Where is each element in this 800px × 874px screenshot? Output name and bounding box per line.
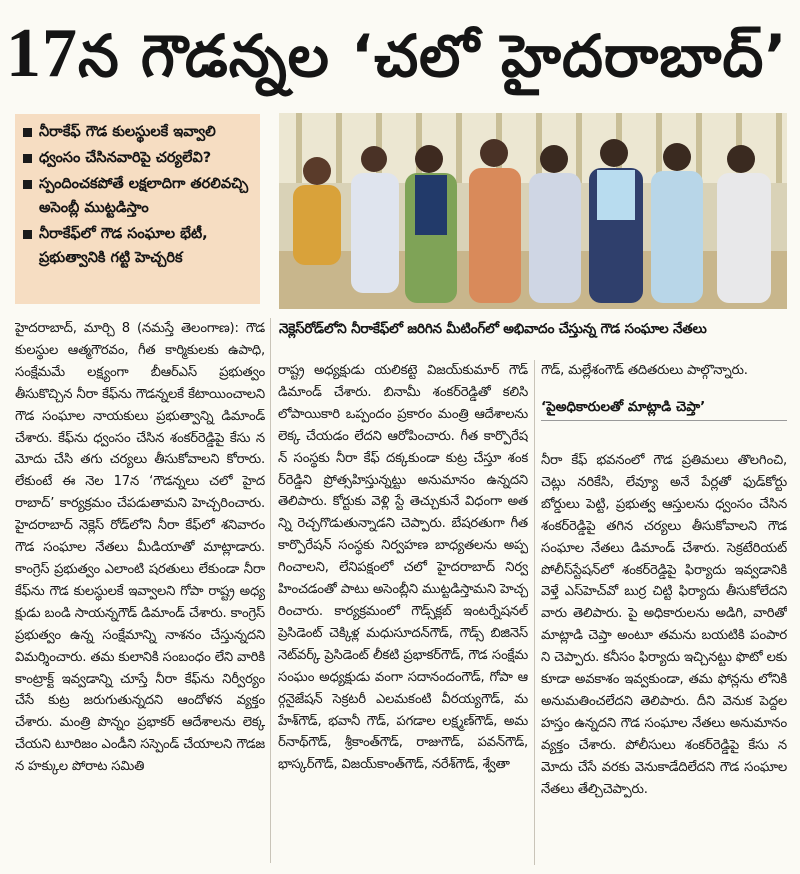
article-column-1: హైదరాబాద్, మార్చి 8 (నమస్తే తెలంగాణ): గౌడ కులస్థుల ఆత్మగౌరవం, గీత కార్మికులకు ఉపాధి, సంక్షేమమే లక్ష్యంగా బీఆర్ఎస్ ప్రభుత్వం తీసుకొచ్చిన నీరా కేఫ్‌ను గౌడన్నలకే కేటాయించాలని గౌడ సంఘాల నాయకులు ప్రభుత్వాన్ని డిమాండ్ చేశారు. కేఫ్‌ను ధ్వంసం చేసిన శంకర్‌రెడ్డిపై కేసు నమోదు చేసి తగు చర్యలు తీసుకోవాలని కోరారు. లేకుంటే ఈ నెల 17న ‘గౌడన్నలు చలో హైదరాబాద్’ కార్యక్రమం చేపడుతామని హెచ్చరించారు. హైదరాబాద్ నెక్లెస్ రోడ్‌లోని నీరా కేఫ్‌లో శనివారం గౌడ సంఘాల నేతలు మీడియాతో మాట్లాడారు. కాంగ్రెస్ ప్రభుత్వం ఎలాంటి షరతులు లేకుండా నీరా కేఫ్‌ను గౌడ కులస్థులకే ఇవ్వాలని గోపా రాష్ట్ర అధ్యక్షుడు బండి సాయన్నగౌడ్ డిమాండ్ చేశారు. కాంగ్రెస్ ప్రభుత్వం ఉన్న సంక్షేమాన్ని నాశనం చేస్తున్నదని విమర్శించారు. తమ కులానికి సంబంధం లేని వారికి కాంట్రాక్ట్ ఇవ్వడాన్ని చూస్తే నీరా కేఫ్‌ను నిర్వీర్యం చేసే కుట్ర జరుగుతున్నదని ఆందోళన వ్యక్తం చేశారు. మంత్రి పొన్నం ప్రభాకర్ ఆదేశాలను లెక్కచేయని టూరిజం ఎండీని సస్పెండ్ చేయాలని గౌడజన హక్కుల పోరాట సమితి	[15, 321, 265, 775]
headline-text: న గౌడన్నల ‘చలో హైదరాబాద్’	[78, 22, 788, 90]
headline	[6, 6, 794, 102]
highlight-item: నీరాకేఫ్ గౌడ కులస్థులకే ఇవ్వాలి	[23, 120, 252, 144]
column-divider	[534, 360, 535, 865]
column-divider	[270, 318, 271, 863]
bullet-square-icon	[23, 154, 32, 163]
highlight-item: స్పందించకపోతే లక్షలాదిగా తరలివచ్చి అసెంబ్లీ ముట్టడిస్తాం	[23, 172, 252, 220]
article-column-4: నీరా కేఫ్ భవనంలో గౌడ ప్రతిమలు తొలగించి, చెట్లు నరికేసి, లేవ్యూ అనే పేర్లతో ఫుడ్‌కోర్టు బోర్డులు పెట్టి, ప్రభుత్వ ఆస్తులను ధ్వంసం చేసిన శంకర్‌రెడ్డిపై తగిన చర్యలు తీసుకోవాలని గౌడ సంఘాల నేతలు డిమాండ్ చేశారు. సెక్రటేరియట్ పోలీస్‌స్టేషన్‌లో శంకర్‌రెడ్డిపై ఫిర్యాదు ఇవ్వడానికి వెళ్తే ఎస్‌హెచ్‌వో బుర్ర చిట్టి ఫిర్యాదు తీసుకోలేదని వారు తెలిపారు. పై అధికారులను అడిగి, వారితో మాట్లాడి చెప్తా అంటూ తమను బయటికి పంపారని చెప్పారు. కనీసం ఫిర్యాదు ఇచ్చినట్టు ఫొటో లకు కూడా అవకాశం ఇవ్వకుండా, తమ ఫోన్లను లోనికి అనుమతించలేదని తెలిపారు. దీని వెనుక పెద్దల హస్తం ఉన్నదని గౌడ సంఘాల నేతలు అనుమానం వ్యక్తం చేశారు. పోలీసులు శంకర్‌రెడ్డిపై కేసు నమోదు చేసే వరకు వెనుకాడేదిలేదని గౌడ సంఘాల నేతలు తేల్చిచెప్పారు.	[541, 453, 787, 797]
press-meet-photo	[279, 113, 787, 309]
article-column-2: రాష్ట్ర అధ్యక్షుడు యలికట్టె విజయ్‌కుమార్ గౌడ్ డిమాండ్ చేశారు. బినామీ శంకర్‌రెడ్డితో కలిసి లోపాయికారి ఒప్పందం ప్రకారం మంత్రి ఆదేశాలను లెక్క చేయడం లేదని ఆరోపించారు. గీత కార్పొరేషన్ సంస్థకు నీరా కేఫ్ దక్కకుండా కుట్ర చేస్తూ శంకర్‌రెడ్డిని ప్రోత్సహిస్తున్నట్టు అనుమానం ఉన్నదని తెలిపారు. కోర్టుకు వెళ్లి స్టే తెచ్చుకునే విధంగా అతన్ని రెచ్చగొడుతున్నాడని చెప్పారు. బేషరతుగా గీత కార్పొరేషన్ సంస్థకు నిర్వహణ బాధ్యతలను అప్పగించాలని, లేనిపక్షంలో చలో హైదరాబాద్ నిర్వహించడంతో పాటు అసెంబ్లీని ముట్టడిస్తామని హెచ్చరించారు. కార్యక్రమంలో గౌడ్స్‌క్లబ్ ఇంటర్నేషనల్ ప్రెసిడెంట్ చెక్కిళ్ల మధుసూదన్‌గౌడ్, గౌడ్స్ బిజినెస్ నెట్‌వర్క్ ప్రెసిడెంట్ లీకటి ప్రభాకర్‌గౌడ్, గౌడ సంక్షేమ సంఘం అధ్యక్షుడు వంగా సదానందంగౌడ్, గోపా ఆర్గనైజేషన్ సెక్రటరీ ఎలమకంటి వీరయ్యగౌడ్, మహేశ్‌గౌడ్, భవానీ గౌడ్, పగడాల లక్ష్మణ్‌గౌడ్, అమర్‌నాథ్‌గౌడ్, శ్రీకాంత్‌గౌడ్, రాజుగౌడ్, పవన్‌గౌడ్, భాస్కర్‌గౌడ్, విజయ్‌కాంత్‌గౌడ్, నరేశ్‌గౌడ్, శ్వేతా	[278, 363, 528, 773]
article-column-3: గౌడ్, మల్లేశంగౌడ్ తదితరులు పాల్గొన్నారు.	[541, 363, 748, 378]
photo-caption: నెక్లెస్‌రోడ్‌లోని నీరాకేఫ్‌లో జరిగిన మీటింగ్‌లో అభివాదం చేస్తున్న గౌడ సంఘాల నేతలు	[279, 321, 707, 337]
highlight-item: ధ్వంసం చేసినవారిపై చర్యలేవి?	[23, 146, 252, 170]
article-subheading: ‘పైఅధికారులతో మాట్లాడి చెప్తా’	[541, 394, 787, 421]
bullet-square-icon	[23, 230, 32, 239]
highlights-box	[15, 114, 260, 304]
news-photo	[279, 113, 787, 309]
bullet-square-icon	[23, 128, 32, 137]
highlight-item: నీరాకేఫ్‌లో గౌడ సంఘాల భేటీ, ప్రభుత్వానికి గట్టి హెచ్చరిక	[23, 222, 252, 270]
headline-number: 17	[6, 15, 78, 92]
bullet-square-icon	[23, 180, 32, 189]
